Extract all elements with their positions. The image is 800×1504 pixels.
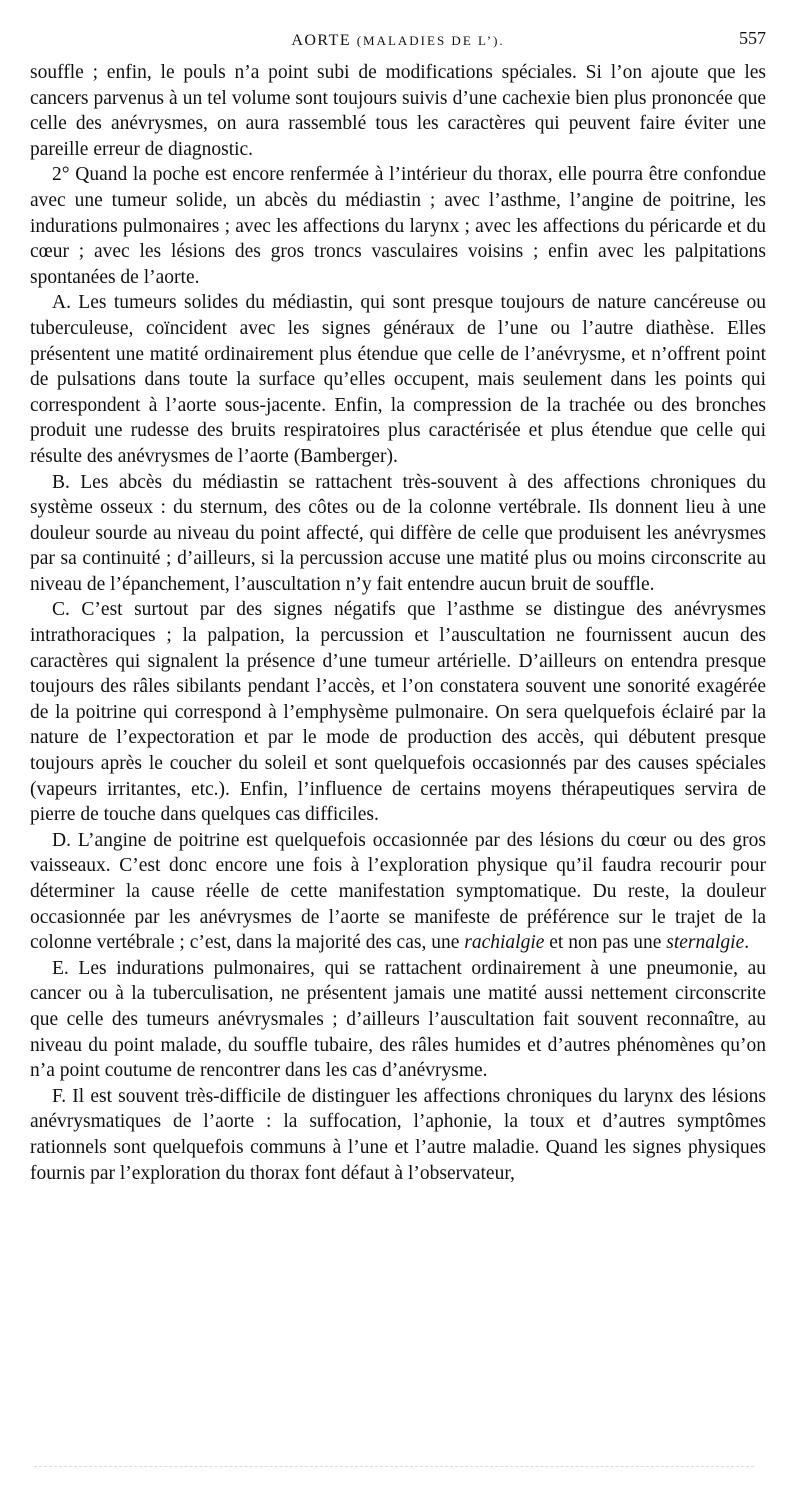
paragraph-2: 2° Quand la poche est encore renfermée à l’intérieur du thorax, elle pourra être confondue avec une tumeur solide, un abcès du médiastin ; avec l’asthme, l’angine de poitrine, les indurations pulmonaires ; avec les affections du larynx ; avec les affections du péricarde et du cœur ; avec les lésions des gros troncs vasculaires voisins ; enfin avec les palpitations spontanées de l’aorte. — [30, 164, 766, 288]
paragraph-b: B. Les abcès du médiastin se rattachent très-souvent à des affections chroniques du système osseux : du sternum, des côtes ou de la colonne vertébrale. Ils donnent lieu à une douleur sourde au niveau du point affecté, qui diffère de celle que produisent les anévrysmes par sa continuité ; d’ailleurs, si la percussion accuse une matité plus ou moins circonscrite au niveau de l’épanchement, l’auscultation n’y fait entendre aucun bruit de souffle. — [30, 471, 766, 595]
running-header — [30, 22, 766, 56]
paragraph-d-text-before: D. L’angine de poitrine est quelquefois occasionnée par des lésions du cœur ou des gros vaisseaux. C’est donc encore une fois à l’exploration physique qu’il faudra recourir pour déterminer la cause réelle de cette manifestation symptomatique. Du reste, la douleur occasionnée par les anévrysmes de l’aorte se manifeste de préférence sur le trajet de la colonne vertébrale ; c’est, dans la majorité des cas, une — [30, 829, 766, 954]
header-title-main: AORTE — [291, 32, 352, 49]
footer-scan-marks — [34, 1466, 754, 1473]
paragraph-d-text-middle: et non pas une — [544, 932, 667, 954]
header-title-sub: (MALADIES DE L’). — [356, 33, 505, 48]
paragraph-d — [30, 828, 766, 956]
paragraph-f: F. Il est souvent très-difficile de distinguer les affections chroniques du larynx des lésions anévrysmatiques de l’aorte : la suffocation, l’aphonie, la toux et d’autres symptômes rationnels sont quelquefois communs à l’une et l’autre maladie. Quand les signes physiques fournis par l’exploration du thorax font défaut à l’observateur, — [30, 1085, 766, 1184]
document-page — [30, 22, 766, 1186]
term-rachialgie: rachialgie — [464, 932, 545, 954]
paragraph-d-text-after: . — [744, 932, 750, 954]
page-title — [30, 28, 766, 54]
term-sternalgie: sternalgie — [666, 932, 745, 954]
paragraph-e: E. Les indurations pulmonaires, qui se rattachent ordinairement à une pneumonie, au cancer ou à la tuberculisation, ne présentent jamais une matité aussi nettement circonscrite que celle des tumeurs anévrysmales ; d’ailleurs l’auscultation fait souvent reconnaître, au niveau du point malade, du souffle tubaire, des râles humides et d’autres phénomènes qu’on n’a point coutume de rencontrer dans les cas d’anévrysme. — [30, 957, 766, 1082]
paragraph-continuation: souffle ; enfin, le pouls n’a point subi de modifications spéciales. Si l’on ajoute que les cancers parvenus à un tel volume sont toujours suivis d’une cachexie bien plus prononcée que celle des anévrysmes, on aura rassemblé tous les caractères qui peuvent faire éviter une pareille erreur de diagnostic. — [30, 62, 766, 160]
paragraph-c: C. C’est surtout par des signes négatifs que l’asthme se distingue des anévrysmes intrathoraciques ; la palpation, la percussion et l’auscultation ne fournissent aucun des caractères qui signalent la présence d’une tumeur artérielle. D’ailleurs on entendra presque toujours des râles sibilants pendant l’accès, et l’on constatera souvent une sonorité exagérée de la poitrine qui correspond à l’emphysème pulmonaire. On sera quelquefois éclairé par la nature de l’expectoration et par le mode de production des accès, qui débutent presque toujours après le coucher du soleil et sont quelquefois occasionnés par des causes spéciales (vapeurs irritantes, etc.). Enfin, l’influence de certains moyens thérapeutiques servira de pierre de touche dans quelques cas difficiles. — [30, 599, 766, 826]
page-number: 557 — [739, 28, 766, 48]
paragraph-a: A. Les tumeurs solides du médiastin, qui sont presque toujours de nature cancéreuse ou tuberculeuse, coïncident avec les signes généraux de l’une ou l’autre diathèse. Elles présentent une matité ordinairement plus étendue que celle de l’anévrysme, et n’offrent point de pulsations dans toute la surface qu’elles occupent, mais seulement dans les points qui correspondent à l’aorte sous-jacente. Enfin, la compression de la trachée ou des bronches produit une rudesse des bruits respiratoires plus caractérisée et plus étendue que celle qui résulte des anévrysmes de l’aorte (Bamberger). — [30, 292, 766, 467]
